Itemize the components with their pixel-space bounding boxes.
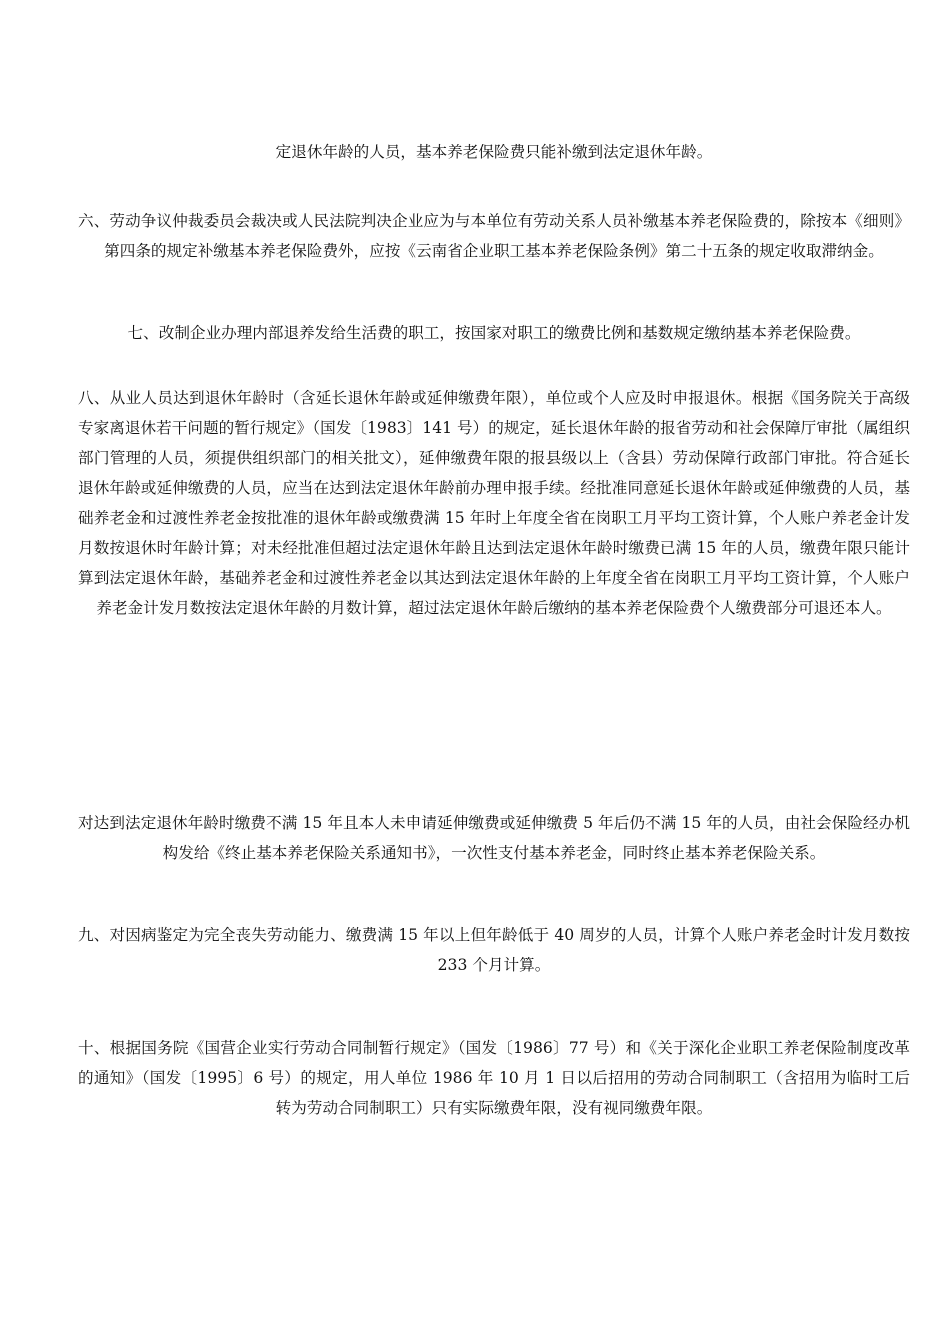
- paragraph-item-10: 十、根据国务院《国营企业实行劳动合同制暂行规定》（国发〔1986〕77 号）和《关于深化企业职工养老保险制度改革的通知》（国发〔1995〕6 号）的规定，用人单位 1986 年 10 月 1 日以后招用的劳动合同制职工（含招用为临时工后转为劳动合同制职工）只有实际缴费年限，没有视同缴费年限。: [78, 1039, 910, 1117]
- paragraph-item-9: 九、对因病鉴定为完全丧失劳动能力、缴费满 15 年以上但年龄低于 40 周岁的人员，计算个人账户养老金时计发月数按 233 个月计算。: [78, 926, 910, 974]
- paragraph-item-6: 六、劳动争议仲裁委员会裁决或人民法院判决企业应为与本单位有劳动关系人员补缴基本养老保险费的，除按本《细则》第四条的规定补缴基本养老保险费外，应按《云南省企业职工基本养老保险条例》第二十五条的规定收取滞纳金。: [78, 212, 910, 260]
- paragraph-continuation: 定退休年龄的人员，基本养老保险费只能补缴到法定退休年龄。: [275, 143, 713, 161]
- paragraph-item-7: 七、改制企业办理内部退养发给生活费的职工，按国家对职工的缴费比例和基数规定缴纳基本养老保险费。: [127, 324, 861, 342]
- paragraph-item-8: 八、从业人员达到退休年龄时（含延长退休年龄或延伸缴费年限），单位或个人应及时申报退休。根据《国务院关于高级专家离退休若干问题的暂行规定》（国发〔1983〕141 号）的规定，延长退休年龄的报省劳动和社会保障厅审批（属组织部门管理的人员，须提供组织部门的相关批文），延伸缴费年限的报县级以上（含县）劳动保障行政部门审批。符合延长退休年龄或延伸缴费的人员，应当在达到法定退休年龄前办理申报手续。经批准同意延长退休年龄或延伸缴费的人员，基础养老金和过渡性养老金按批准的退休年龄或缴费满 15 年时上年度全省在岗职工月平均工资计算，个人账户养老金计发月数按退休时年龄计算；对未经批准但超过法定退休年龄且达到法定退休年龄时缴费已满 15 年的人员，缴费年限只能计算到法定退休年龄，基础养老金和过渡性养老金以其达到法定退休年龄的上年度全省在岗职工月平均工资计算，个人账户养老金计发月数按法定退休年龄的月数计算，超过法定退休年龄后缴纳的基本养老保险费个人缴费部分可退还本人。: [78, 389, 910, 617]
- paragraph-item-8-supplement: 对达到法定退休年龄时缴费不满 15 年且本人未申请延伸缴费或延伸缴费 5 年后仍不满 15 年的人员，由社会保险经办机构发给《终止基本养老保险关系通知书》，一次性支付基本养老金，同时终止基本养老保险关系。: [78, 814, 910, 862]
